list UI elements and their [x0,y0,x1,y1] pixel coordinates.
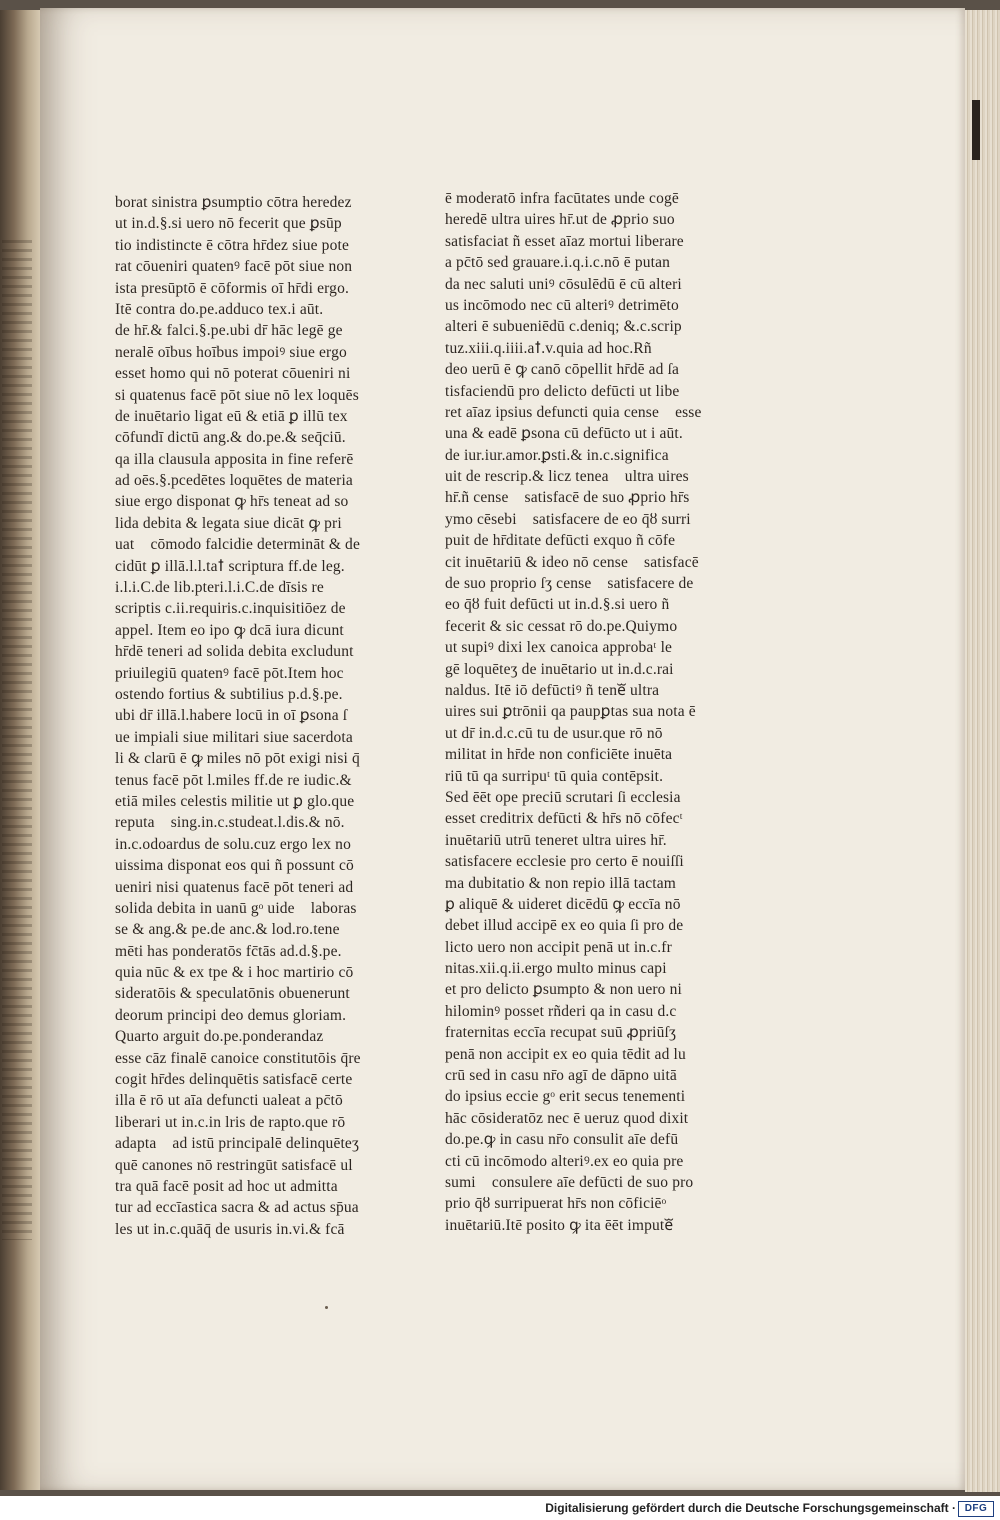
text-line: siue ergo disponat ꝙ hr̄s teneat ad so [115,493,349,511]
text-line: etiā miles celestis militie ut ꝑ glo.que [115,792,355,810]
text-line: ut in.d.§.si uero nō fecerit que ꝑsūp [115,215,342,233]
text-line: lida debita & legata siue dicāt ꝙ pri [115,514,342,532]
text-line: una & eadē ꝑsona cū defūcto ut i aūt. [445,425,683,443]
text-line: uatᷓ cōmodo falcidie determināt & de [115,536,360,554]
text-line: da nec saluti uniꝰ cōsulēdū ē cū alteri [445,275,682,293]
text-line: appel. Item eo ipo ꝙ dcā iura dicunt [115,621,344,639]
text-line: crū sed in casu nr̄o agī de dāpno uitā [445,1067,677,1085]
text-line: deo uerū ē ꝙ canō cōpellit hr̄dē ad ſa [445,361,680,379]
text-line: tio indistincte ē cōtra hr̄dez siue pote [115,236,349,254]
text-line: alteri ē subueniēdū c.deniq; &.c.scrip [445,318,682,336]
text-line: adaptaᷓ ad istū principalē delinquēteʒ [115,1135,359,1153]
footer-credit-text: Digitalisierung gefördert durch die Deutsche Forschungsgemeinschaft · [545,1501,956,1515]
text-line: satisfaciat ñ esset aīaz mortui liberare [445,232,684,250]
text-line: prio q̄ȣ surripuerat hr̄s non cōficiēᵒ [445,1195,667,1213]
left-text-column [115,192,361,1240]
text-line: cidūt ꝑ illā.l.l.taꝉ scriptura ff.de leg. [115,557,345,575]
text-line: in.c.odoardus de solu.cuz ergo lex no [115,835,351,853]
text-line: uires sui ꝑtrōnii qa paupꝑtas sua nota ē [445,703,696,721]
text-line: hilominꝰ posset rñderi qa in casu d.c [445,1002,677,1020]
text-line: puit de hr̄ditate defūcti exquo ñ cōfe [445,532,676,550]
page-dot [325,1306,328,1309]
text-line: satisfacere ecclesie pro certo ē nouiſſi [445,853,684,871]
text-line: tisfaciendū pro delicto defūcti ut libe [445,382,680,400]
text-line: mēti has ponderatōs fc̄tās ad.d.§.pe. [115,942,342,960]
text-line: esset creditrix defūcti & hr̄s nō cōfecᵗ [445,810,683,828]
text-line: esse cāz finalē canoice constitutōis q̄re [115,1049,361,1067]
text-line: do ipsius eccie gᵒ erit secus tenementi [445,1088,686,1106]
text-line: et pro delicto ꝑsumpto & non uero ni [445,981,682,999]
text-line: se & ang.& pe.de anc.& lod.ro.tene [115,921,340,939]
text-line: riū tū qa surripuᵗ tū quia contēpsit. [445,767,664,785]
text-line: fecerit & sic cessat rō do.pe.Quiymo [445,617,678,635]
text-line: nitas.xii.q.ii.ergo multo minus capi [445,960,667,978]
text-line: de hr̄.& falci.§.pe.ubi dr̄ hāc legē ge [115,322,343,340]
text-line: de inuētario ligat eū & etiā ꝑ illū tex [115,407,348,425]
text-line: li & clarū ē ꝙ miles nō pōt exigi nisi q̄ [115,750,360,768]
text-line: tur ad eccīastica sacra & ad actus sp̄ua [115,1199,359,1217]
text-line: penā non accipit ex eo quia tēdit ad lu [445,1045,686,1063]
text-line: deorum principi deo demus gloriam. [115,1006,347,1024]
text-line: uit de rescrip.& licz teneaᷓ ultra uires [445,468,689,486]
text-line: quia nūc & ex tpe & i hoc martirio cō [115,964,354,982]
text-line: ret aīaz ipsius defuncti quia censeᷓ esse [445,403,702,421]
text-line: ostendo fortius & subtilius p.d.§.pe. [115,685,343,703]
text-line: ꝑ aliquē & uideret dicēdū ꝙ eccīa nō [445,895,681,913]
text-line: gē loquēteʒ de inuētario ut in.d.c.rai [445,660,674,678]
text-line: tenus facē pōt l.miles ff.de re iudic.& [115,771,352,789]
text-line: heredē ultra uires hr̄.ut de ꝓprio suo [445,211,675,229]
text-line: inuētariū.Itē posito ꝙ ita ēēt imputeᷓ [445,1216,674,1234]
text-line: debet illud accipē ex eo quia ſi pro de [445,917,684,935]
text-line: liberari ut in.c.in lris de rapto.que rō [115,1113,346,1131]
text-line: militat in hr̄de non conficiēte inuēta [445,746,673,764]
dfg-logo-icon: DFG [958,1501,994,1517]
text-line: quē canones nō restringūt satisfacē ul [115,1156,353,1174]
text-line: ut dr̄ in.d.c.cū tu de usur.que rō nō [445,724,663,742]
text-line: solida debita in uanū gᵒ uideᷓ laboras [115,899,357,917]
right-text-column [445,188,702,1236]
text-line: fraternitas eccīa recupat suū ꝓpriūſʒ [445,1024,676,1042]
page-edge-mark [972,100,980,160]
text-line: sideratōis & speculatōnis obuenerunt [115,985,350,1003]
text-line: tra quā facē posit ad hoc ut admitta [115,1177,338,1195]
text-line: priuilegiū quatenꝰ facē pōt.Item hoc [115,664,344,682]
text-line: eo q̄ȣ fuit defūcti ut in.d.§.si uero ñ [445,596,670,614]
text-line: ymo cēsebiᷓ satisfacere de eo q̄ȣ surri [445,510,691,528]
text-line: les ut in.c.quāq̄ de usuris in.vi.& fcā [115,1220,345,1238]
text-line: sumiᷓ consulere aīe defūcti de suo pro [445,1173,694,1191]
text-line: rat cōueniri quatenꝰ facē pōt siue non [115,258,353,276]
text-line: ueniri nisi quatenus facē pōt teneri ad [115,878,354,896]
text-line: hr̄dē teneri ad solida debita excludunt [115,643,354,661]
text-line: illa ē rō ut aīa defuncti ualeat a pc̄tō [115,1092,343,1110]
text-line: cogit hr̄des delinquētis satisfacē certe [115,1071,353,1089]
text-line: ue impiali siue militari siue sacerdota [115,728,353,746]
text-line: neralē oībus hoībus impoiꝰ siue ergo [115,343,347,361]
text-line: Itē contra do.pe.adduco tex.i aūt. [115,300,324,318]
text-line: licto uero non accipit penā ut in.c.fr [445,938,672,956]
text-line: i.l.i.C.de lib.pteri.l.i.C.de dīsis re [115,579,324,597]
text-line: cōfundī dictū ang.& do.pe.& seq̄ciū. [115,429,346,447]
text-line: reputaᷓ sing.in.c.studeat.l.dis.& nō. [115,814,345,832]
text-line: de suo proprio ſʒ censeᷓ satisfacere de [445,575,694,593]
text-line: us incōmodo nec cū alteriꝰ detrimēto [445,296,679,314]
text-line: si quatenus facē pōt siue nō lex loquēs [115,386,359,404]
footer-bar [0,1496,1000,1520]
text-line: Quarto arguit do.pe.ponderandaz [115,1028,324,1046]
text-line: a pc̄tō sed grauare.i.q.i.c.nō ē putan [445,254,671,272]
text-line: tuz.xiii.q.iiii.aꝉ.v.quia ad hoc.Rñ [445,339,652,357]
previous-page-edge [0,10,40,1490]
text-line: ut supiꝰ dixi lex canoica approbaᵗ le [445,639,673,657]
text-line: esset homo qui nō poterat cōueniri ni [115,365,351,383]
text-line: ad oēs.§.pcedētes loquētes de materia [115,472,353,490]
text-line: hāc cōsideratōz nec ē ueruz quod dixit [445,1109,689,1127]
text-line: ista presūptō ē cōformis oī hr̄di ergo. [115,279,349,297]
text-line: cit inuētariū & ideo nō censeᷓ satisfacē [445,553,699,571]
text-line: ubi dr̄ illā.l.habere locū in oī ꝑsona ſ [115,707,348,725]
text-line: Sed ēēt ope preciū scrutari ſi ecclesia [445,788,681,806]
text-line: de iur.iur.amor.ꝑsti.& in.c.significa [445,446,669,464]
text-line: naldus. Itē iō defūctiꝰ ñ teneᷓ ultra [445,681,660,699]
text-line: inuētariū utrū teneret ultra uires hr̄. [445,831,667,849]
text-line: cti cū incōmodo alteriꝰ.ex eo quia pre [445,1152,684,1170]
previous-page-text-fragment [2,240,32,1240]
text-line: qa illa clausula apposita in fine referē [115,450,354,468]
text-line: uissima disponat eos qui ñ possunt cō [115,857,354,875]
page-edge-stack [965,10,1000,1492]
text-line: ma dubitatio & non repio illā tactam [445,874,676,892]
text-line: scriptis c.ii.requiris.c.inquisitiōez de [115,600,346,618]
text-line: do.pe.ꝙ in casu nr̄o consulit aīe defū [445,1131,679,1149]
text-line: ē moderatō infra facūtates unde cogē [445,190,679,207]
text-line: hr̄.ñ censeᷓ satisfacē de suo ꝓprio hr̄s [445,489,690,507]
text-line: borat sinistra ꝑsumptio cōtra heredez [115,194,352,211]
